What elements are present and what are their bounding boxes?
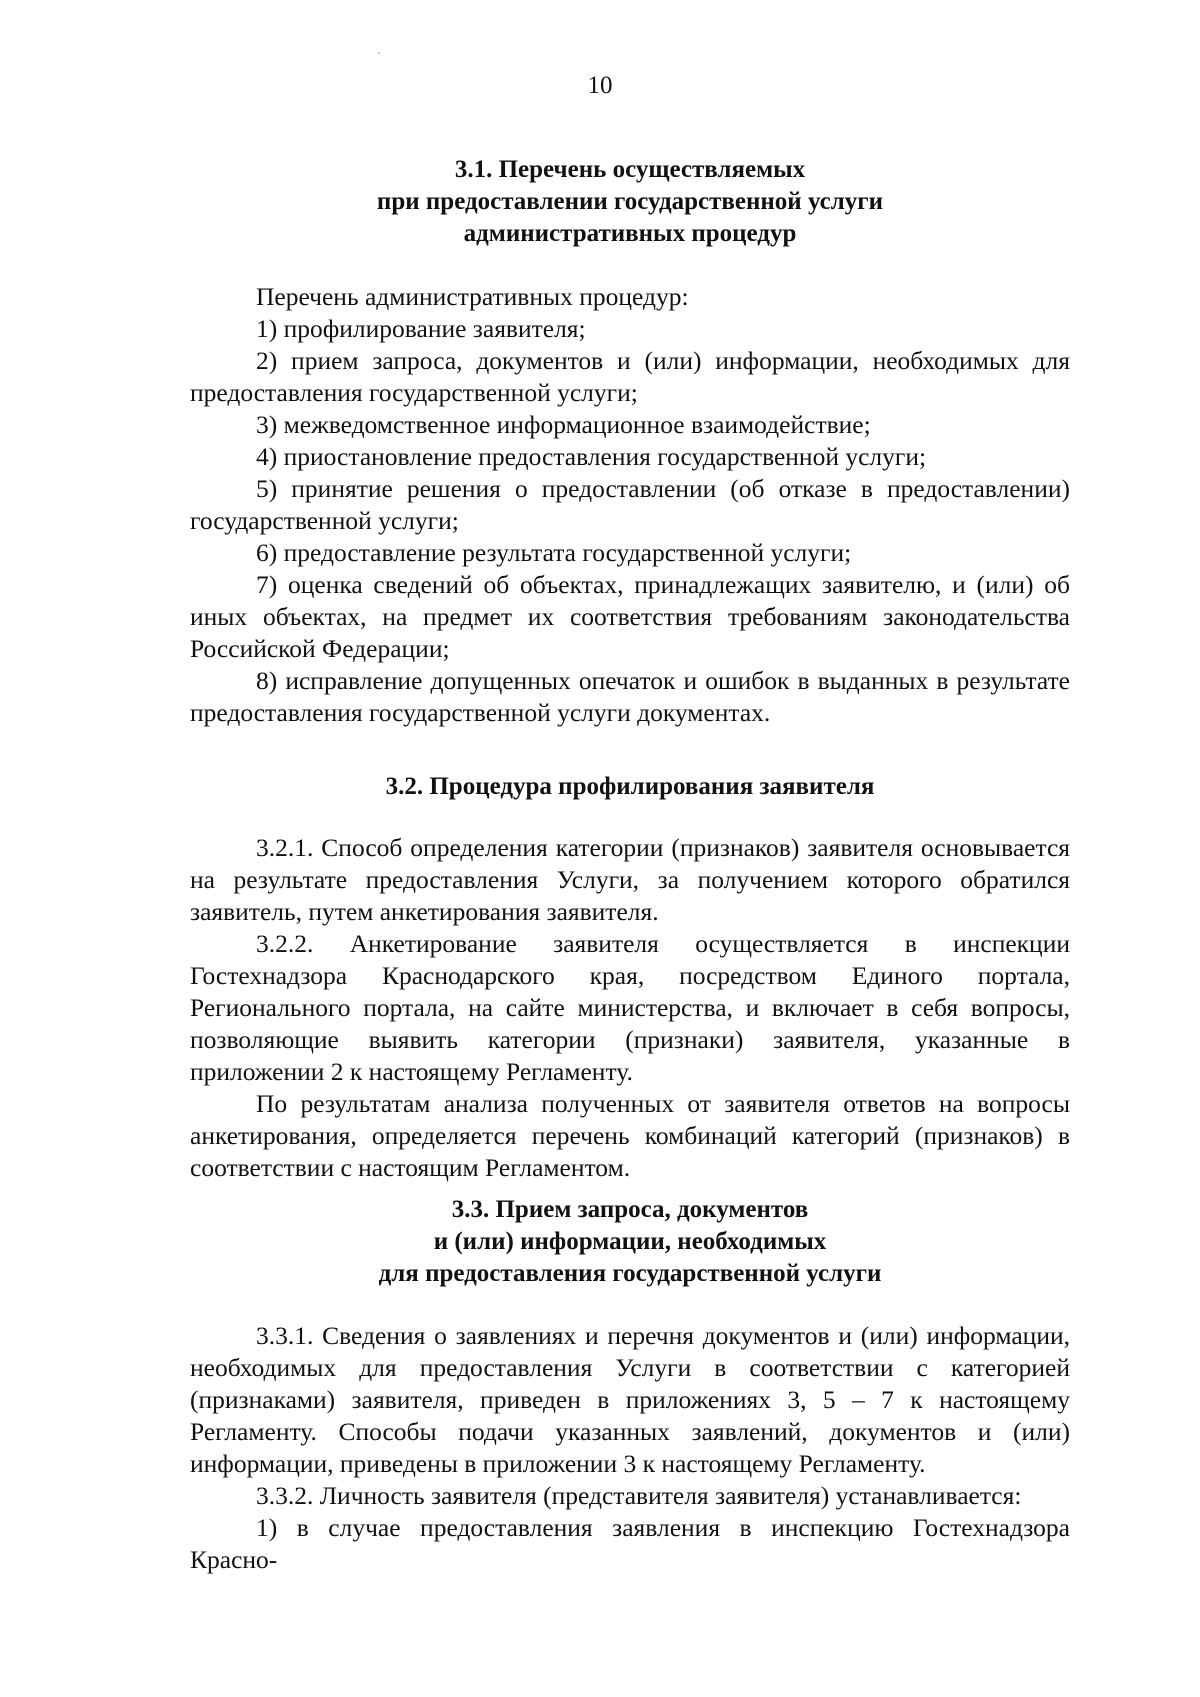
paragraph-3-2-1: 3.2.1. Способ определения категории (признаков) заявителя основывается на результате предоставления Услуги, за получением которого обратился заявитель, путем анкетирования заявителя. xyxy=(190,833,1070,926)
section-3-1-heading xyxy=(190,154,1070,250)
section-3-3-body xyxy=(190,1320,1070,1576)
procedure-item: 8) исправление допущенных опечаток и ошибок в выданных в результате предоставления государственной услуги документах. xyxy=(190,666,1070,727)
section-3-1-body xyxy=(190,281,1070,729)
section-3-3-heading-line: 3.3. Прием запроса, документов xyxy=(451,1196,809,1223)
procedure-item: 4) приостановление предоставления государственной услуги; xyxy=(256,442,927,471)
procedure-item: 1) профилирование заявителя; xyxy=(256,314,586,343)
section-3-3-heading-line: и (или) информации, необходимых xyxy=(433,1228,827,1255)
section-3-1-heading-line: при предоставлении государственной услуги xyxy=(376,188,884,215)
section-3-2-heading xyxy=(190,771,1070,803)
procedure-item: 3) межведомственное информационное взаимодействие; xyxy=(256,410,871,439)
procedure-item: 2) прием запроса, документов и (или) информации, необходимых для предоставления государственной услуги; xyxy=(190,346,1070,407)
paragraph-3-3-2-item-1: 1) в случае предоставления заявления в инспекцию Гостехнадзора Красно- xyxy=(190,1513,1070,1574)
paragraph-3-2-2: 3.2.2. Анкетирование заявителя осуществляется в инспекции Гостехнадзора Краснодарского края, посредством Единого портала, Регионального портала, на сайте министерства, и включает в себя вопросы, позволяющие выявить категории (признаки) заявителя, указанные в приложении 2 к настоящему Регламенту. xyxy=(190,929,1070,1086)
paragraph-3-3-1: 3.3.1. Сведения о заявлениях и перечня документов и (или) информации, необходимых для предоставления Услуги в соответствии с категорией (признаками) заявителя, приведен в приложениях 3, 5 – 7 к настоящему Регламенту. Способы подачи указанных заявлений, документов и (или) информации, приведены в приложении 3 к настоящему Регламенту. xyxy=(190,1321,1070,1478)
section-3-3-heading xyxy=(190,1194,1070,1290)
section-3-1-heading-line: административных процедур xyxy=(463,220,797,247)
section-3-3-heading-line: для предоставления государственной услуги xyxy=(378,1260,882,1287)
procedure-item: 7) оценка сведений об объектах, принадлежащих заявителю, и (или) об иных объектах, на предмет их соответствия требованиям законодательства Российской Федерации; xyxy=(190,570,1070,663)
section-3-2-heading-line: 3.2. Процедура профилирования заявителя xyxy=(385,773,875,800)
procedures-intro: Перечень административных процедур: xyxy=(256,282,689,311)
scan-artifact-mark xyxy=(378,52,380,54)
paragraph-survey-results: По результатам анализа полученных от заявителя ответов на вопросы анкетирования, определяется перечень комбинаций категорий (признаков) в соответствии с настоящим Регламентом. xyxy=(190,1089,1070,1182)
procedure-item: 5) принятие решения о предоставлении (об отказе в предоставлении) государственной услуги; xyxy=(190,474,1070,535)
paragraph-3-3-2: 3.3.2. Личность заявителя (представителя заявителя) устанавливается: xyxy=(256,1481,1022,1510)
section-3-2-body xyxy=(190,832,1070,1184)
procedure-item: 6) предоставление результата государственной услуги; xyxy=(256,538,852,567)
page-number: 10 xyxy=(587,72,613,99)
section-3-1-heading-line: 3.1. Перечень осуществляемых xyxy=(454,156,806,183)
